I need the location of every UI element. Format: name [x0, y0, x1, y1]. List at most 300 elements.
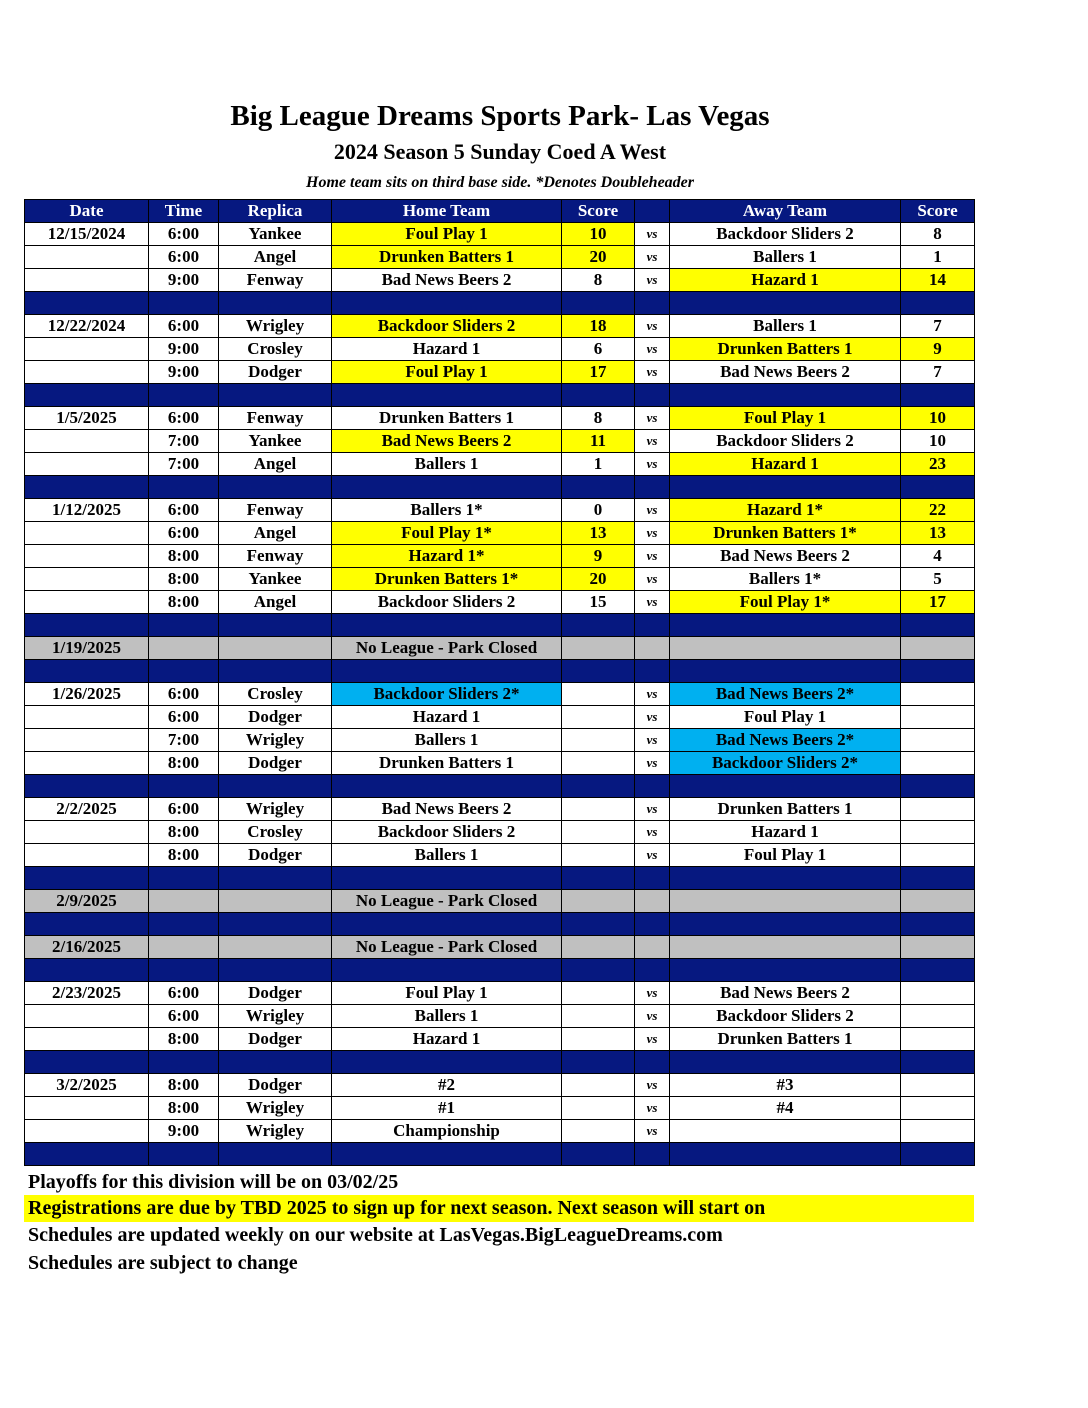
away-score-cell [901, 1120, 975, 1143]
replica-cell [219, 936, 332, 959]
away-team-cell: Backdoor Sliders 2* [670, 752, 901, 775]
vs-cell: vs [635, 683, 670, 706]
vs-cell: vs [635, 338, 670, 361]
separator-cell [562, 292, 635, 315]
separator-cell [332, 476, 562, 499]
separator-cell [332, 292, 562, 315]
page-title: Big League Dreams Sports Park- Las Vegas [230, 100, 770, 132]
separator-cell [901, 292, 975, 315]
away-score-cell: 14 [901, 269, 975, 292]
col-date: Date [25, 200, 149, 223]
date-cell: 2/23/2025 [25, 982, 149, 1005]
away-team-cell: Backdoor Sliders 2 [670, 223, 901, 246]
vs-cell: vs [635, 522, 670, 545]
separator-cell [670, 775, 901, 798]
away-score-cell: 13 [901, 522, 975, 545]
replica-cell: Angel [219, 453, 332, 476]
away-team-cell: Foul Play 1 [670, 706, 901, 729]
game-row [25, 315, 975, 338]
vs-cell: vs [635, 407, 670, 430]
separator-cell [219, 1143, 332, 1166]
replica-cell: Wrigley [219, 798, 332, 821]
time-cell: 6:00 [149, 982, 219, 1005]
separator-cell [332, 959, 562, 982]
separator-cell [332, 1051, 562, 1074]
away-team-cell: Backdoor Sliders 2 [670, 430, 901, 453]
vs-cell: vs [635, 1005, 670, 1028]
time-cell: 8:00 [149, 752, 219, 775]
home-score-cell [562, 1005, 635, 1028]
separator-cell [901, 476, 975, 499]
date-cell [25, 752, 149, 775]
home-score-cell [562, 798, 635, 821]
separator-cell [219, 913, 332, 936]
away-team-cell: Hazard 1 [670, 269, 901, 292]
home-team-cell: Hazard 1 [332, 1028, 562, 1051]
date-cell [25, 545, 149, 568]
away-team-cell: Hazard 1 [670, 453, 901, 476]
home-team-cell: #2 [332, 1074, 562, 1097]
separator-cell [25, 959, 149, 982]
home-score-cell: 8 [562, 269, 635, 292]
time-cell: 8:00 [149, 1074, 219, 1097]
separator-row [25, 1051, 975, 1074]
separator-row [25, 959, 975, 982]
separator-cell [670, 959, 901, 982]
replica-cell: Dodger [219, 361, 332, 384]
away-team-cell: Backdoor Sliders 2 [670, 1005, 901, 1028]
separator-cell [901, 775, 975, 798]
separator-row [25, 292, 975, 315]
vs-cell: vs [635, 982, 670, 1005]
time-cell: 6:00 [149, 223, 219, 246]
home-team-cell: Backdoor Sliders 2 [332, 591, 562, 614]
replica-cell: Angel [219, 522, 332, 545]
schedule-table [24, 199, 975, 1166]
date-cell [25, 1005, 149, 1028]
date-cell [25, 591, 149, 614]
separator-cell [562, 384, 635, 407]
separator-cell [25, 660, 149, 683]
separator-cell [562, 959, 635, 982]
separator-cell [149, 660, 219, 683]
vs-cell: vs [635, 430, 670, 453]
time-cell: 8:00 [149, 591, 219, 614]
away-team-cell: Foul Play 1 [670, 407, 901, 430]
registration-note: Registrations are due by TBD 2025 to sign up for next season. Next season will start on [24, 1195, 974, 1222]
separator-cell [149, 959, 219, 982]
page-subtitle: 2024 Season 5 Sunday Coed A West [333, 139, 667, 164]
vs-cell: vs [635, 568, 670, 591]
replica-cell: Wrigley [219, 1097, 332, 1120]
home-score-cell: 9 [562, 545, 635, 568]
separator-row [25, 384, 975, 407]
replica-cell: Crosley [219, 338, 332, 361]
game-row [25, 1074, 975, 1097]
header-row [25, 200, 975, 223]
away-score-cell [901, 1005, 975, 1028]
date-cell: 1/26/2025 [25, 683, 149, 706]
website-note: Schedules are updated weekly on our website at LasVegas.BigLeagueDreams.com [28, 1224, 723, 1246]
separator-cell [901, 614, 975, 637]
game-row [25, 361, 975, 384]
home-team-cell: Bad News Beers 2 [332, 269, 562, 292]
home-score-cell: 1 [562, 453, 635, 476]
away-score-cell [901, 729, 975, 752]
time-cell: 9:00 [149, 269, 219, 292]
time-cell: 8:00 [149, 545, 219, 568]
separator-cell [670, 1051, 901, 1074]
closed-note: No League - Park Closed [332, 890, 562, 913]
vs-cell: vs [635, 798, 670, 821]
separator-cell [219, 614, 332, 637]
separator-cell [25, 867, 149, 890]
separator-cell [219, 775, 332, 798]
time-cell: 6:00 [149, 798, 219, 821]
date-cell [25, 1097, 149, 1120]
separator-cell [670, 913, 901, 936]
vs-cell: vs [635, 223, 670, 246]
replica-cell: Dodger [219, 1074, 332, 1097]
separator-cell [332, 614, 562, 637]
game-row [25, 706, 975, 729]
separator-cell [635, 1143, 670, 1166]
home-score-cell [562, 1074, 635, 1097]
separator-cell [635, 476, 670, 499]
replica-cell: Fenway [219, 499, 332, 522]
away-score-cell: 23 [901, 453, 975, 476]
away-score-cell [901, 982, 975, 1005]
date-cell [25, 269, 149, 292]
time-cell: 6:00 [149, 499, 219, 522]
replica-cell: Wrigley [219, 315, 332, 338]
separator-cell [149, 775, 219, 798]
away-team-cell: #3 [670, 1074, 901, 1097]
date-cell: 2/16/2025 [25, 936, 149, 959]
vs-cell: vs [635, 269, 670, 292]
home-score-cell: 15 [562, 591, 635, 614]
playoffs-note: Playoffs for this division will be on 03/02/25 [28, 1171, 399, 1193]
game-row [25, 269, 975, 292]
away-score-cell [901, 798, 975, 821]
replica-cell: Dodger [219, 1028, 332, 1051]
separator-cell [901, 384, 975, 407]
game-row [25, 821, 975, 844]
separator-cell [25, 384, 149, 407]
separator-cell [635, 614, 670, 637]
away-score-cell [901, 752, 975, 775]
disclaimer-note: Schedules are subject to change [28, 1252, 298, 1274]
date-cell [25, 821, 149, 844]
vs-cell: vs [635, 315, 670, 338]
replica-cell: Yankee [219, 223, 332, 246]
separator-cell [219, 867, 332, 890]
away-score-cell: 5 [901, 568, 975, 591]
home-score-cell [562, 821, 635, 844]
separator-cell [149, 1143, 219, 1166]
home-score-cell: 20 [562, 568, 635, 591]
game-row [25, 338, 975, 361]
game-row [25, 223, 975, 246]
time-cell: 7:00 [149, 430, 219, 453]
game-row [25, 982, 975, 1005]
home-team-cell: Drunken Batters 1* [332, 568, 562, 591]
time-cell: 9:00 [149, 338, 219, 361]
home-score-cell [562, 844, 635, 867]
separator-cell [219, 292, 332, 315]
time-cell: 8:00 [149, 1097, 219, 1120]
home-score-cell [562, 729, 635, 752]
game-row [25, 545, 975, 568]
away-score-cell [901, 1028, 975, 1051]
empty-cell [670, 890, 901, 913]
replica-cell: Dodger [219, 844, 332, 867]
closed-row [25, 890, 975, 913]
separator-cell [562, 867, 635, 890]
schedule-note: Home team sits on third base side. *Denotes Doubleheader [306, 174, 694, 191]
time-cell [149, 890, 219, 913]
separator-cell [25, 913, 149, 936]
separator-cell [562, 476, 635, 499]
vs-cell: vs [635, 1074, 670, 1097]
date-cell: 1/5/2025 [25, 407, 149, 430]
away-score-cell: 22 [901, 499, 975, 522]
replica-cell: Angel [219, 591, 332, 614]
date-cell: 1/19/2025 [25, 637, 149, 660]
vs-cell: vs [635, 1028, 670, 1051]
separator-row [25, 476, 975, 499]
game-row [25, 430, 975, 453]
home-score-cell: 10 [562, 223, 635, 246]
replica-cell: Crosley [219, 821, 332, 844]
separator-row [25, 913, 975, 936]
date-cell [25, 430, 149, 453]
away-score-cell: 4 [901, 545, 975, 568]
date-cell [25, 246, 149, 269]
separator-cell [149, 913, 219, 936]
separator-cell [901, 913, 975, 936]
vs-cell: vs [635, 844, 670, 867]
home-team-cell: Foul Play 1 [332, 223, 562, 246]
home-score-cell: 13 [562, 522, 635, 545]
time-cell: 8:00 [149, 821, 219, 844]
time-cell: 6:00 [149, 407, 219, 430]
home-score-cell [562, 982, 635, 1005]
date-cell: 2/9/2025 [25, 890, 149, 913]
separator-cell [901, 959, 975, 982]
time-cell [149, 637, 219, 660]
time-cell: 6:00 [149, 683, 219, 706]
time-cell: 9:00 [149, 361, 219, 384]
closed-row [25, 637, 975, 660]
home-score-cell [562, 706, 635, 729]
separator-cell [332, 867, 562, 890]
closed-row [25, 936, 975, 959]
away-score-cell: 8 [901, 223, 975, 246]
separator-cell [670, 660, 901, 683]
separator-cell [901, 660, 975, 683]
col-vs [635, 200, 670, 223]
separator-cell [562, 913, 635, 936]
date-cell [25, 729, 149, 752]
col-away-team: Away Team [670, 200, 901, 223]
home-score-cell: 17 [562, 361, 635, 384]
separator-cell [670, 292, 901, 315]
replica-cell: Dodger [219, 752, 332, 775]
schedule-body [25, 223, 975, 1166]
away-score-cell: 1 [901, 246, 975, 269]
away-score-cell: 9 [901, 338, 975, 361]
home-team-cell: Backdoor Sliders 2 [332, 821, 562, 844]
separator-cell [635, 867, 670, 890]
separator-cell [25, 614, 149, 637]
separator-cell [219, 959, 332, 982]
replica-cell [219, 637, 332, 660]
vs-cell: vs [635, 246, 670, 269]
home-team-cell: Hazard 1 [332, 706, 562, 729]
vs-cell: vs [635, 729, 670, 752]
home-team-cell: Drunken Batters 1 [332, 246, 562, 269]
away-team-cell: Foul Play 1* [670, 591, 901, 614]
separator-cell [219, 476, 332, 499]
separator-cell [901, 1051, 975, 1074]
time-cell: 7:00 [149, 453, 219, 476]
vs-cell: vs [635, 821, 670, 844]
replica-cell: Crosley [219, 683, 332, 706]
game-row [25, 591, 975, 614]
date-cell: 12/22/2024 [25, 315, 149, 338]
away-team-cell: Ballers 1 [670, 246, 901, 269]
separator-row [25, 660, 975, 683]
away-score-cell: 17 [901, 591, 975, 614]
empty-cell [901, 890, 975, 913]
empty-cell [901, 637, 975, 660]
away-team-cell: Bad News Beers 2 [670, 545, 901, 568]
date-cell: 2/2/2025 [25, 798, 149, 821]
home-team-cell: Hazard 1 [332, 338, 562, 361]
separator-cell [149, 614, 219, 637]
away-team-cell: Ballers 1 [670, 315, 901, 338]
time-cell: 6:00 [149, 706, 219, 729]
replica-cell: Wrigley [219, 1005, 332, 1028]
time-cell: 6:00 [149, 1005, 219, 1028]
date-cell: 12/15/2024 [25, 223, 149, 246]
home-team-cell: Ballers 1* [332, 499, 562, 522]
closed-note: No League - Park Closed [332, 936, 562, 959]
separator-cell [219, 1051, 332, 1074]
replica-cell: Dodger [219, 982, 332, 1005]
game-row [25, 1005, 975, 1028]
game-row [25, 407, 975, 430]
empty-cell [562, 890, 635, 913]
separator-cell [635, 959, 670, 982]
separator-cell [635, 660, 670, 683]
home-team-cell: Bad News Beers 2 [332, 798, 562, 821]
away-team-cell: Bad News Beers 2* [670, 729, 901, 752]
separator-cell [219, 660, 332, 683]
separator-cell [332, 660, 562, 683]
vs-cell: vs [635, 545, 670, 568]
col-home-team: Home Team [332, 200, 562, 223]
col-away-score: Score [901, 200, 975, 223]
home-score-cell [562, 752, 635, 775]
home-score-cell: 8 [562, 407, 635, 430]
home-team-cell: #1 [332, 1097, 562, 1120]
away-team-cell: Bad News Beers 2* [670, 683, 901, 706]
empty-cell [562, 936, 635, 959]
away-team-cell: Ballers 1* [670, 568, 901, 591]
separator-cell [332, 1143, 562, 1166]
home-team-cell: Drunken Batters 1 [332, 407, 562, 430]
separator-cell [901, 867, 975, 890]
replica-cell: Fenway [219, 269, 332, 292]
away-score-cell [901, 821, 975, 844]
separator-cell [670, 1143, 901, 1166]
empty-cell [635, 936, 670, 959]
separator-cell [670, 476, 901, 499]
separator-cell [562, 775, 635, 798]
separator-cell [635, 775, 670, 798]
empty-cell [901, 936, 975, 959]
separator-cell [25, 775, 149, 798]
home-team-cell: Drunken Batters 1 [332, 752, 562, 775]
separator-cell [149, 1051, 219, 1074]
home-team-cell: Bad News Beers 2 [332, 430, 562, 453]
separator-cell [670, 867, 901, 890]
time-cell: 6:00 [149, 246, 219, 269]
away-team-cell: Drunken Batters 1* [670, 522, 901, 545]
vs-cell: vs [635, 499, 670, 522]
separator-cell [149, 476, 219, 499]
home-team-cell: Ballers 1 [332, 729, 562, 752]
away-score-cell: 10 [901, 430, 975, 453]
separator-row [25, 1143, 975, 1166]
separator-cell [635, 913, 670, 936]
home-team-cell: Ballers 1 [332, 453, 562, 476]
game-row [25, 568, 975, 591]
home-score-cell [562, 1120, 635, 1143]
separator-cell [901, 1143, 975, 1166]
vs-cell: vs [635, 1120, 670, 1143]
game-row [25, 1120, 975, 1143]
away-team-cell: Hazard 1* [670, 499, 901, 522]
separator-cell [149, 292, 219, 315]
game-row [25, 752, 975, 775]
time-cell: 8:00 [149, 1028, 219, 1051]
separator-cell [25, 1051, 149, 1074]
time-cell: 6:00 [149, 315, 219, 338]
separator-cell [149, 867, 219, 890]
game-row [25, 499, 975, 522]
vs-cell: vs [635, 361, 670, 384]
separator-cell [332, 384, 562, 407]
away-score-cell [901, 706, 975, 729]
empty-cell [670, 936, 901, 959]
home-score-cell: 18 [562, 315, 635, 338]
away-score-cell: 10 [901, 407, 975, 430]
col-home-score: Score [562, 200, 635, 223]
vs-cell: vs [635, 591, 670, 614]
home-score-cell [562, 1028, 635, 1051]
replica-cell: Wrigley [219, 1120, 332, 1143]
date-cell [25, 361, 149, 384]
away-team-cell: Hazard 1 [670, 821, 901, 844]
separator-cell [562, 660, 635, 683]
time-cell: 6:00 [149, 522, 219, 545]
home-team-cell: Foul Play 1 [332, 982, 562, 1005]
date-cell [25, 522, 149, 545]
time-cell: 8:00 [149, 568, 219, 591]
